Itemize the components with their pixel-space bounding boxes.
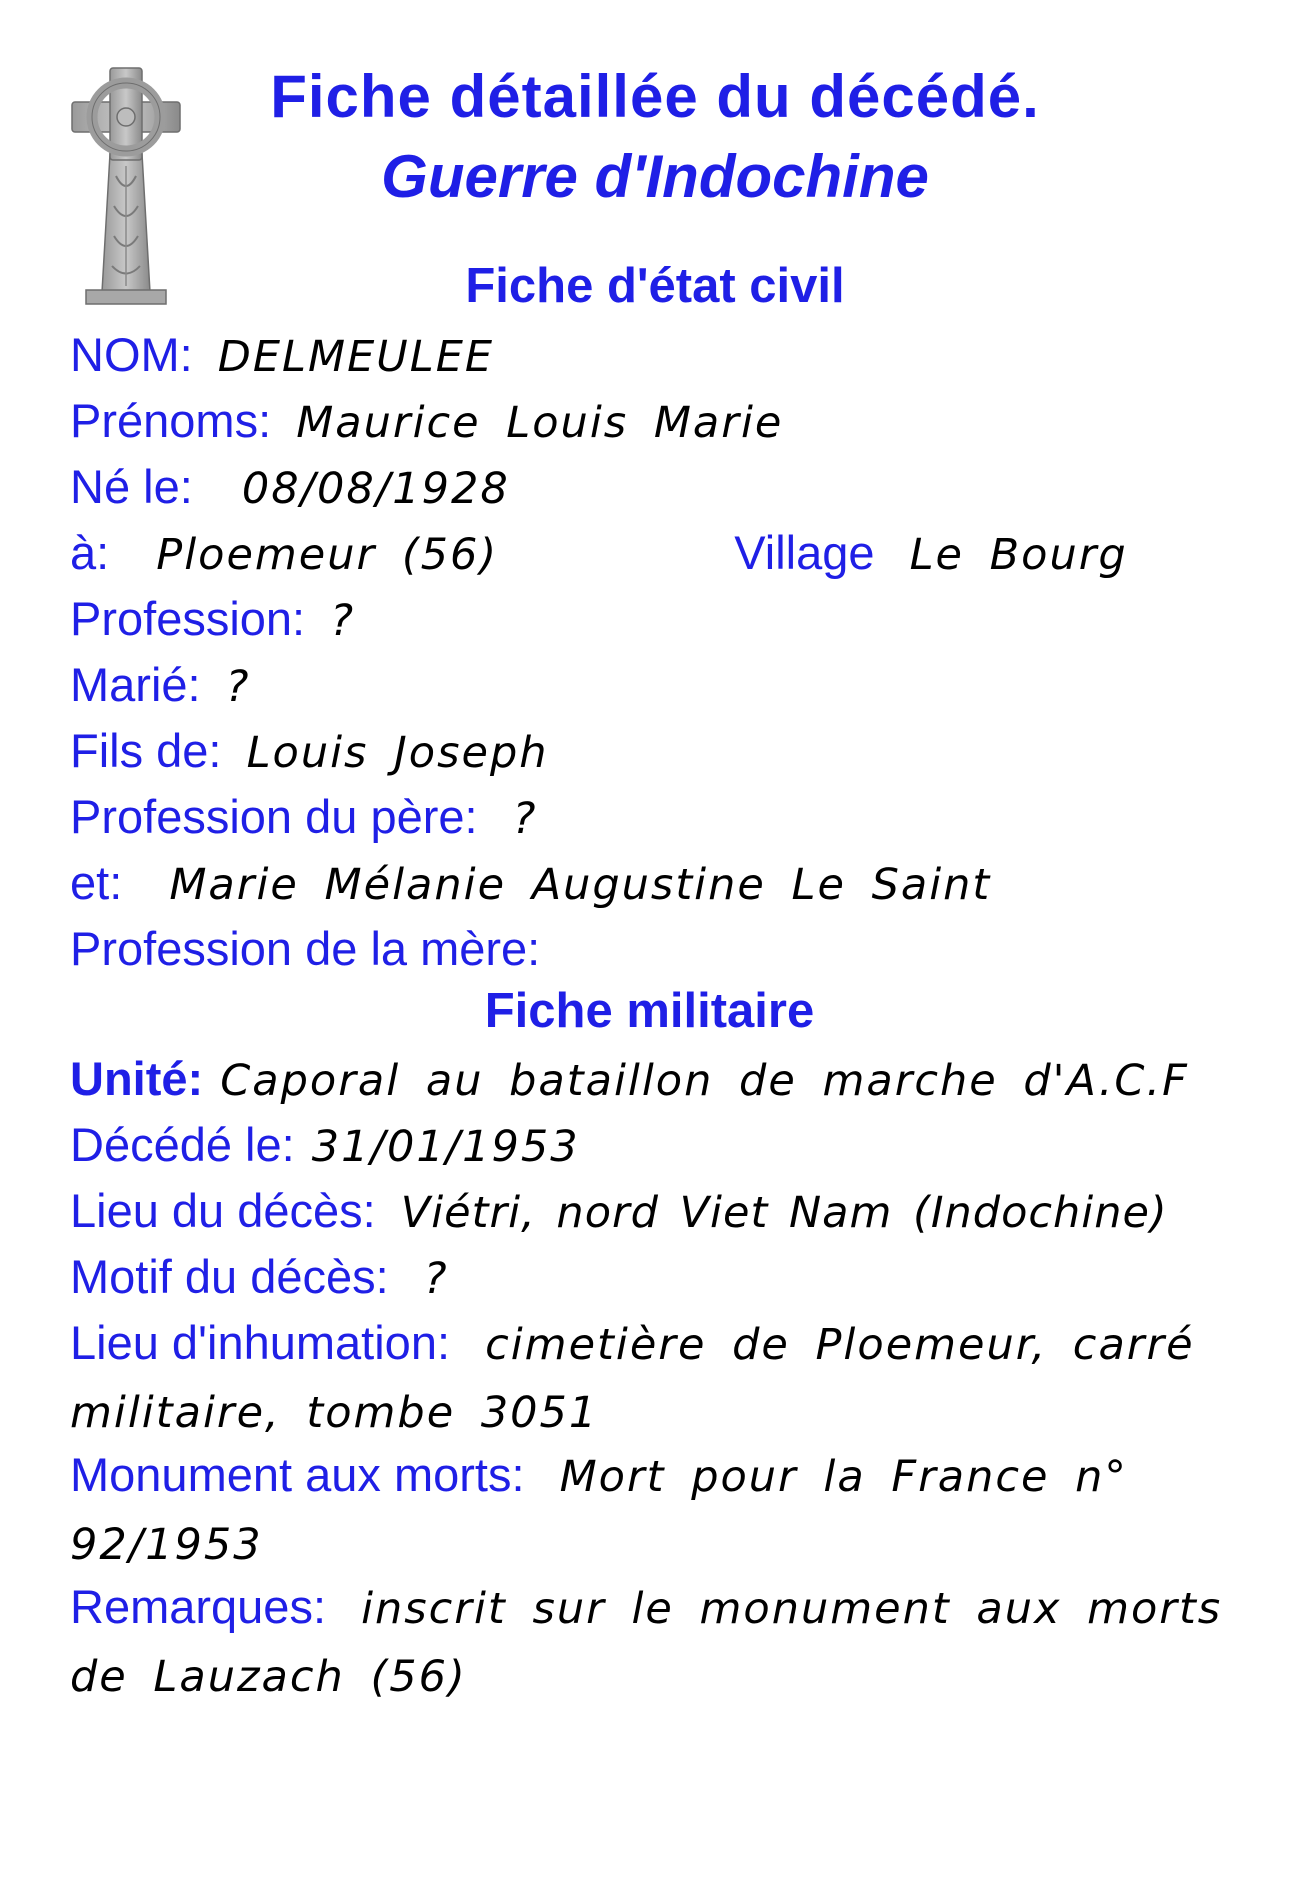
label-prenoms: Prénoms:	[70, 394, 272, 447]
row-unite	[70, 1046, 1259, 1114]
title-line-2: Guerre d'Indochine	[381, 143, 929, 210]
value-fils-de: Louis Joseph	[246, 728, 549, 778]
celtic-cross-icon	[70, 66, 182, 306]
row-inhumation	[70, 1310, 1259, 1446]
label-a: à:	[70, 526, 110, 579]
value-profession: ?	[330, 596, 356, 646]
label-profession-pere: Profession du père:	[70, 790, 478, 843]
label-profession: Profession:	[70, 592, 306, 645]
row-profession-pere	[70, 784, 1259, 852]
label-village: Village	[734, 526, 875, 579]
label-ne-le: Né le:	[70, 460, 193, 513]
value-nom: DELMEULEE	[217, 332, 495, 382]
value-unite: Caporal au bataillon de marche d'A.C.F	[220, 1056, 1189, 1106]
row-lieu-naissance	[70, 520, 1259, 588]
value-lieu-deces: Viétri, nord Viet Nam (Indochine)	[400, 1188, 1168, 1238]
label-inhumation: Lieu d'inhumation:	[70, 1316, 451, 1369]
title-line-1: Fiche détaillée du décédé.	[270, 63, 1040, 130]
row-profession	[70, 586, 1259, 654]
value-decede-le: 31/01/1953	[311, 1122, 580, 1172]
label-nom: NOM:	[70, 328, 193, 381]
section-title-military: Fiche militaire	[484, 984, 815, 1038]
value-remarques: inscrit sur le monument aux morts de Lauzach (56)	[70, 1584, 1223, 1702]
value-profession-pere: ?	[512, 794, 538, 844]
row-profession-mere	[70, 916, 1259, 982]
value-monument: Mort pour la France n° 92/1953	[70, 1452, 1128, 1570]
value-inhumation: cimetière de Ploemeur, carré militaire, tombe 3051	[70, 1320, 1195, 1438]
label-fils-de: Fils de:	[70, 724, 222, 777]
label-remarques: Remarques:	[70, 1580, 326, 1633]
value-marie: ?	[225, 662, 251, 712]
row-nom	[70, 322, 1259, 390]
row-motif-deces	[70, 1244, 1259, 1312]
label-marie: Marié:	[70, 658, 201, 711]
value-village: Le Bourg	[909, 530, 1128, 580]
row-decede-le	[70, 1112, 1259, 1180]
label-profession-mere: Profession de la mère:	[70, 922, 541, 975]
value-prenoms: Maurice Louis Marie	[296, 398, 784, 448]
label-motif-deces: Motif du décès:	[70, 1250, 389, 1303]
row-lieu-deces	[70, 1178, 1259, 1246]
value-et: Marie Mélanie Augustine Le Saint	[169, 860, 992, 910]
row-marie	[70, 652, 1259, 720]
row-ne-le	[70, 454, 1259, 522]
label-monument: Monument aux morts:	[70, 1448, 525, 1501]
row-remarques	[70, 1574, 1259, 1710]
label-unite: Unité:	[70, 1052, 204, 1105]
label-decede-le: Décédé le:	[70, 1118, 295, 1171]
row-prenoms	[70, 388, 1259, 456]
row-mere	[70, 850, 1259, 918]
section-title-civil: Fiche d'état civil	[465, 259, 845, 313]
label-et: et:	[70, 856, 123, 909]
value-motif-deces: ?	[423, 1254, 449, 1304]
label-lieu-deces: Lieu du décès:	[70, 1184, 376, 1237]
row-fils-de	[70, 718, 1259, 786]
value-a: Ploemeur (56)	[156, 530, 499, 580]
value-ne-le: 08/08/1928	[241, 464, 510, 514]
row-monument	[70, 1442, 1259, 1578]
